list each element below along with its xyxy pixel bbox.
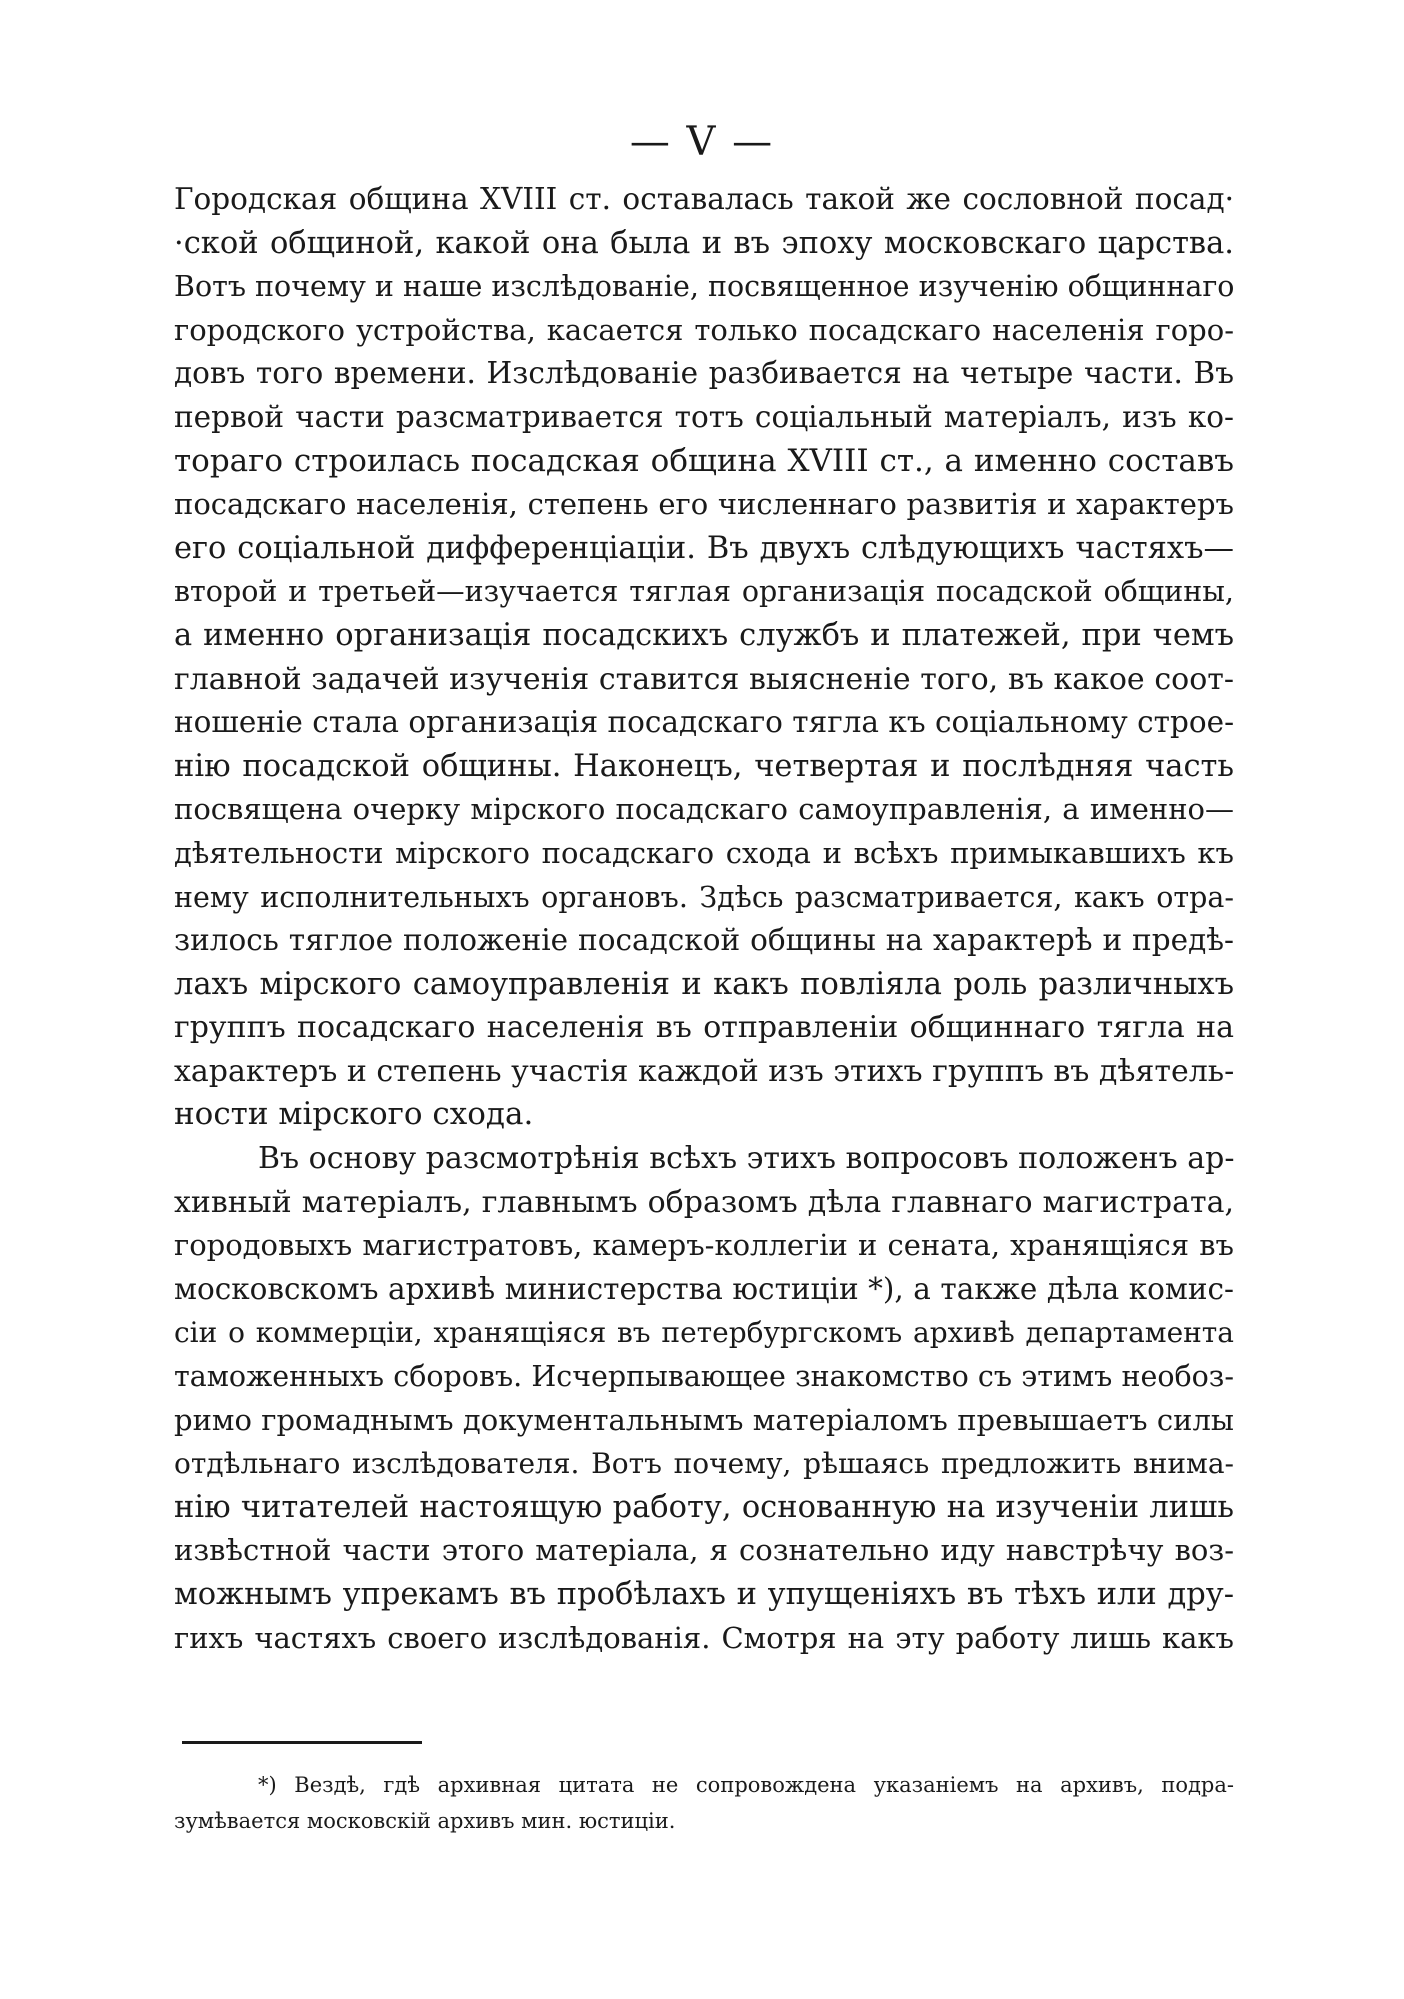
text-line: городского устройства, касается только посадскаго населенія горо-: [174, 312, 1234, 347]
text-line: а именно организація посадскихъ службъ и платежей, при чемъ: [174, 617, 1234, 653]
text-line: нему исполнительныхъ органовъ. Здѣсь разсматривается, какъ отра-: [174, 880, 1234, 914]
text-line: ношеніе стала организація посадскаго тягла къ соціальному строе-: [174, 705, 1234, 740]
text-line: Городская община XVIII ст. оставалась такой же сословной посад·: [174, 182, 1234, 216]
text-line: можнымъ упрекамъ въ пробѣлахъ и упущеніяхъ въ тѣхъ или дру-: [174, 1577, 1234, 1612]
text-line: посадскаго населенія, степень его численнаго развитія и характеръ: [174, 487, 1234, 522]
text-line: нію читателей настоящую работу, основанную на изученіи лишь: [174, 1489, 1234, 1525]
text-line: римо громаднымъ документальнымъ матеріаломъ превышаетъ силы: [174, 1402, 1234, 1437]
text-line: нію посадской общины. Наконецъ, четвертая и послѣдняя часть: [174, 748, 1234, 784]
text-line: отдѣльнаго изслѣдователя. Вотъ почему, рѣшаясь предложить внима-: [174, 1447, 1234, 1481]
footnote-divider: [182, 1741, 422, 1744]
text-line: дѣятельности мірского посадскаго схода и всѣхъ примыкавшихъ къ: [174, 835, 1234, 870]
footnote-line: *) Вездѣ, гдѣ архивная цитата не сопровождена указаніемъ на архивъ, подра-: [258, 1773, 1234, 1797]
text-line: гихъ частяхъ своего изслѣдованія. Смотря на эту работу лишь какъ: [174, 1620, 1234, 1655]
text-line: ·ской общиной, какой она была и въ эпоху московскаго царства.: [174, 225, 1234, 261]
text-line: Вотъ почему и наше изслѣдованіе, посвященное изученію общиннаго: [174, 270, 1234, 304]
text-line: первой части разсматривается тотъ соціальный матеріалъ, изъ ко-: [174, 399, 1234, 434]
text-line: главной задачей изученія ставится выясненіе того, въ какое соот-: [174, 661, 1234, 697]
text-line: таможенныхъ сборовъ. Исчерпывающее знакомство съ этимъ необоз-: [174, 1360, 1234, 1394]
text-line: тораго строилась посадская община XVIII ст., а именно составъ: [174, 442, 1234, 479]
text-line: лахъ мірского самоуправленія и какъ повліяла роль различныхъ: [174, 966, 1234, 1002]
main-text: [174, 178, 1234, 1660]
text-line: второй и третьей—изучается тяглая организація посадской общины,: [174, 575, 1234, 609]
text-line: сіи о коммерціи, хранящіяся въ петербургскомъ архивѣ департамента: [174, 1316, 1234, 1350]
text-line: характеръ и степень участія каждой изъ этихъ группъ въ дѣятель-: [174, 1053, 1234, 1089]
text-line: московскомъ архивѣ министерства юстиціи *), а также дѣла комис-: [174, 1271, 1234, 1306]
paragraph-first-line: Въ основу разсмотрѣнія всѣхъ этихъ вопросовъ положенъ ар-: [258, 1141, 1234, 1177]
text-line: извѣстной части этого матеріала, я сознательно иду навстрѣчу воз-: [174, 1533, 1234, 1568]
text-line: хивный матеріалъ, главнымъ образомъ дѣла главнаго магистрата,: [174, 1184, 1234, 1220]
footnote-line: зумѣвается московскій архивъ мин. юстиціи.: [174, 1809, 676, 1833]
text-line: группъ посадскаго населенія въ отправленіи общиннаго тягла на: [174, 1010, 1234, 1046]
text-line: посвящена очерку мірского посадскаго самоуправленія, а именно—: [174, 792, 1234, 827]
text-line: зилось тяглое положеніе посадской общины на характерѣ и предѣ-: [174, 923, 1234, 958]
page-number: — V —: [629, 119, 775, 165]
text-line: его соціальной дифференціаціи. Въ двухъ слѣдующихъ частяхъ—: [174, 530, 1234, 566]
text-line: довъ того времени. Изслѣдованіе разбивается на четыре части. Въ: [174, 356, 1234, 391]
text-line: городовыхъ магистратовъ, камеръ-коллегіи и сената, хранящіяся въ: [174, 1228, 1234, 1263]
footnote: [174, 1767, 1234, 1839]
text-line: ности мірского схода.: [174, 1096, 534, 1133]
